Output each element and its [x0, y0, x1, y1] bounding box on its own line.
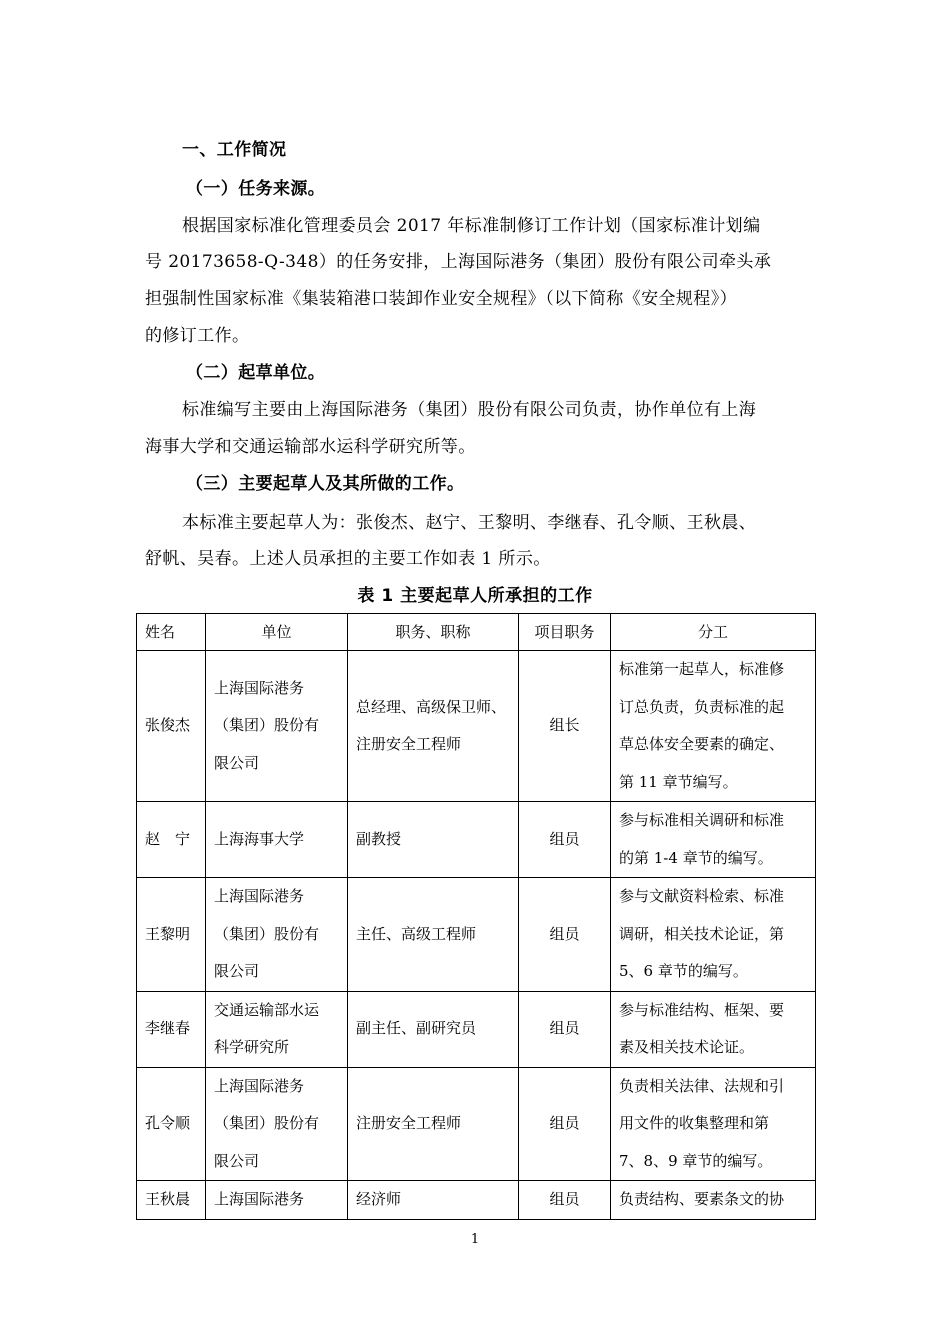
cell-line: 7、8、9 章节的编写。	[619, 1151, 773, 1170]
subsection-heading-task-source: （一）任务来源。	[186, 179, 326, 199]
cell-line: 上海国际港务	[214, 887, 305, 905]
cell-line: 经济师	[356, 1190, 402, 1208]
paragraph-line: 号 20173658-Q-348）的任务安排，上海国际港务（集团）股份有限公司牵头承	[145, 252, 772, 272]
cell-title	[348, 1067, 519, 1181]
paragraph-line: 舒帆、吴春。上述人员承担的主要工作如表 1 所示。	[145, 549, 551, 569]
cell-line: 负责结构、要素条文的协	[619, 1190, 785, 1208]
cell-line: 限公司	[214, 1151, 260, 1170]
paragraph-line: 担强制性国家标准《集装箱港口装卸作业安全规程》（以下简称《安全规程》）	[145, 289, 737, 309]
cell-duty	[611, 991, 816, 1067]
cell-duty	[611, 802, 816, 878]
cell-line: 上海国际港务	[214, 1190, 305, 1208]
cell-name: 赵 宁	[137, 802, 206, 878]
cell-line: 标准第一起草人，标准修	[619, 660, 785, 678]
column-header-unit: 单位	[206, 614, 348, 651]
cell-line: 参与标准结构、框架、要	[619, 1000, 785, 1019]
cell-name: 孔令顺	[137, 1067, 206, 1181]
cell-line: 限公司	[214, 753, 260, 772]
cell-line: 注册安全工程师	[356, 1114, 462, 1132]
cell-role: 组员	[519, 1181, 611, 1220]
paragraph-line: 根据国家标准化管理委员会 2017 年标准制修订工作计划（国家标准计划编	[182, 216, 761, 236]
cell-duty	[611, 1067, 816, 1181]
paragraph-line: 海事大学和交通运输部水运科学研究所等。	[145, 437, 476, 457]
cell-line: 上海国际港务	[214, 1076, 305, 1095]
cell-line: 参与文献资料检索、标准	[619, 887, 785, 905]
cell-line: 主任、高级工程师	[356, 924, 477, 943]
cell-title	[348, 878, 519, 992]
cell-title	[348, 802, 519, 878]
cell-line: 上海国际港务	[214, 678, 305, 697]
table-row	[137, 878, 816, 992]
cell-role: 组员	[519, 1067, 611, 1181]
cell-name: 王黎明	[137, 878, 206, 992]
subsection-heading-drafting-unit: （二）起草单位。	[186, 363, 326, 383]
cell-name: 李继春	[137, 991, 206, 1067]
cell-line: 副教授	[356, 829, 402, 848]
cell-unit	[206, 1067, 348, 1181]
table-row	[137, 1181, 816, 1220]
cell-name: 王秋晨	[137, 1181, 206, 1220]
cell-line: 参与标准相关调研和标准	[619, 811, 785, 829]
cell-line: 副主任、副研究员	[356, 1019, 477, 1038]
table-row	[137, 1067, 816, 1181]
cell-line: 第 11 章节编写。	[619, 772, 738, 791]
table-row	[137, 651, 816, 802]
cell-line: 调研，相关技术论证，第	[619, 924, 785, 943]
cell-line: 注册安全工程师	[356, 735, 462, 753]
cell-line: 上海海事大学	[214, 829, 305, 848]
cell-duty	[611, 878, 816, 992]
cell-title	[348, 651, 519, 802]
cell-line: 素及相关技术论证。	[619, 1038, 755, 1056]
cell-unit	[206, 802, 348, 878]
cell-line: 科学研究所	[214, 1038, 290, 1056]
cell-duty	[611, 651, 816, 802]
cell-role: 组员	[519, 802, 611, 878]
cell-line: 用文件的收集整理和第	[619, 1114, 770, 1132]
table-header-row	[137, 614, 816, 651]
cell-line: 限公司	[214, 962, 260, 980]
page-number: 1	[470, 1232, 480, 1247]
cell-line: 的第 1-4 章节的编写。	[619, 848, 773, 867]
cell-line: 5、6 章节的编写。	[619, 962, 748, 980]
table-row	[137, 991, 816, 1067]
paragraph-line: 标准编写主要由上海国际港务（集团）股份有限公司负责，协作单位有上海	[182, 400, 757, 420]
column-header-title: 职务、职称	[348, 614, 519, 651]
cell-unit	[206, 651, 348, 802]
cell-unit	[206, 1181, 348, 1220]
cell-unit	[206, 991, 348, 1067]
cell-line: 订总负责，负责标准的起	[619, 697, 785, 716]
drafters-table	[136, 613, 816, 1220]
paragraph-line: 的修订工作。	[145, 326, 250, 346]
cell-line: 负责相关法律、法规和引	[619, 1076, 785, 1095]
cell-role: 组员	[519, 878, 611, 992]
paragraph-line: 本标准主要起草人为：张俊杰、赵宁、王黎明、李继春、孔令顺、王秋晨、	[182, 513, 757, 533]
column-header-role: 项目职务	[519, 614, 611, 651]
table-title: 表 1 主要起草人所承担的工作	[357, 586, 593, 606]
cell-line: 交通运输部水运	[214, 1000, 320, 1019]
cell-role: 组长	[519, 651, 611, 802]
cell-title	[348, 1181, 519, 1220]
cell-unit	[206, 878, 348, 992]
cell-title	[348, 991, 519, 1067]
cell-line: 总经理、高级保卫师、	[356, 697, 507, 716]
column-header-duty: 分工	[611, 614, 816, 651]
cell-line: （集团）股份有	[214, 1114, 320, 1132]
subsection-heading-drafters: （三）主要起草人及其所做的工作。	[186, 474, 465, 494]
column-header-name: 姓名	[137, 614, 206, 651]
cell-role: 组员	[519, 991, 611, 1067]
cell-name: 张俊杰	[137, 651, 206, 802]
cell-line: （集团）股份有	[214, 716, 320, 735]
cell-line: （集团）股份有	[214, 924, 320, 943]
cell-line: 草总体安全要素的确定、	[619, 735, 785, 753]
table-row	[137, 802, 816, 878]
section-heading: 一、工作简况	[182, 140, 287, 160]
cell-duty	[611, 1181, 816, 1220]
